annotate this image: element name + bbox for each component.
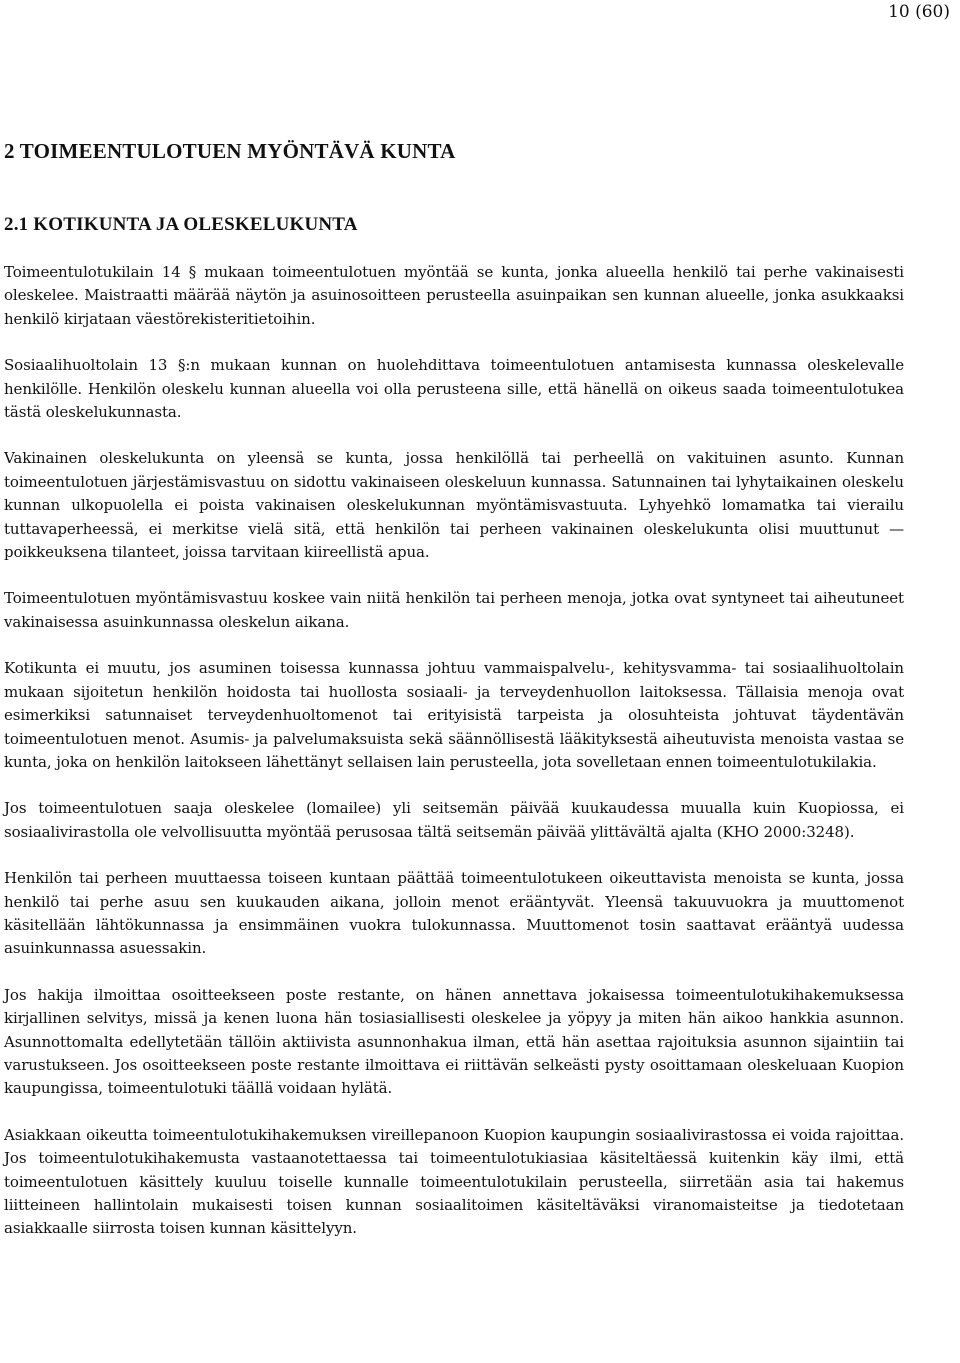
page-number: 10 (60): [888, 2, 950, 22]
document-body: [4, 136, 904, 1264]
paragraph-1: Toimeentulotukilain 14 § mukaan toimeentulotuen myöntää se kunta, jonka alueella henkilö tai perhe vakinaisesti oleskelee. Maistraatti määrää näytön ja asuinosoitteen perusteella asuinpaikan sen kunnan alueelle, jonka asukkaaksi henkilö kirjataan väestörekisteritietoihin.: [4, 263, 904, 328]
paragraph-3: Vakinainen oleskelukunta on yleensä se kunta, jossa henkilöllä tai perheellä on vakituinen asunto. Kunnan toimeentulotuen järjestämisvastuu on sidottu vakinaiseen oleskeluun kunnassa. Satunnainen tai lyhytaikainen oleskelu kunnan ulkopuolella ei poista vakinaisen oleskelukunnan myöntämisvastuuta. Lyhyehkö lomamatka tai vierailu tuttavaperheessä, ei merkitse vielä sitä, että henkilön tai perheen vakinainen oleskelukunta olisi muuttunut — poikkeuksena tilanteet, joissa tarvitaan kiireellistä apua.: [4, 449, 904, 562]
subsection-heading: 2.1 KOTIKUNTA JA OLESKELUKUNTA: [4, 214, 358, 235]
paragraph-6: Jos toimeentulotuen saaja oleskelee (lomailee) yli seitsemän päivää kuukaudessa muualla kuin Kuopiossa, ei sosiaalivirastolla ole velvollisuutta myöntää perusosaa tältä seitsemän päivää ylittävältä ajalta (KHO 2000:3248).: [4, 799, 904, 841]
paragraph-7: Henkilön tai perheen muuttaessa toiseen kuntaan päättää toimeentulotukeen oikeuttavista menoista se kunta, jossa henkilö tai perhe asuu sen kuukauden aikana, jolloin menot erääntyvät. Yleensä takuuvuokra ja muuttomenot käsitellään lähtökunnassa ja ensimmäinen vuokra tulokunnassa. Muuttomenot tosin saattavat erääntyä uudessa asuinkunnassa asuessakin.: [4, 869, 904, 958]
paragraph-4: Toimeentulotuen myöntämisvastuu koskee vain niitä henkilön tai perheen menoja, jotka ovat syntyneet tai aiheutuneet vakinaisessa asuinkunnassa oleskelun aikana.: [4, 589, 904, 631]
paragraph-5: Kotikunta ei muutu, jos asuminen toisessa kunnassa johtuu vammaispalvelu-, kehitysvamma- tai sosiaalihuoltolain mukaan sijoitetun henkilön hoidosta tai huollosta sosiaali- ja terveydenhuollon laitoksessa. Tällaisia menoja ovat esimerkiksi satunnaiset terveydenhuoltomenot tai erityisistä tarpeista ja olosuhteista johtuvat täydentävän toimeentulotuen menot. Asumis- ja palvelumaksuista sekä säännöllisestä lääkityksestä aiheutuvista menoista vastaa se kunta, joka on henkilön laitokseen lähettänyt sellaisen lain perusteella, jota sovelletaan ennen toimeentulotukilakia.: [4, 659, 904, 771]
paragraph-9: Asiakkaan oikeutta toimeentulotukihakemuksen vireillepanoon Kuopion kaupungin sosiaalivirastossa ei voida rajoittaa. Jos toimeentulotukihakemusta vastaanotettaessa tai toimeentulotukiasiaa käsiteltäessä kuitenkin käy ilmi, että toimeentulotuen käsittely kuuluu toiselle kunnalle toimeentulotukilain perusteella, siirretään asia tai hakemus liitteineen hallintolain mukaisesti toisen kunnan sosiaalitoimen käsiteltäväksi viranomaisteitse ja tiedotetaan asiakkaalle siirrosta toisen kunnan käsittelyyn.: [4, 1125, 904, 1238]
section-heading: 2 TOIMEENTULOTUEN MYÖNTÄVÄ KUNTA: [4, 139, 456, 163]
paragraph-8: Jos hakija ilmoittaa osoitteekseen poste restante, on hänen annettava jokaisessa toimeentulotukihakemuksessa kirjallinen selvitys, missä ja kenen luona hän tosiasiallisesti oleskelee ja yöpyy ja miten hän aikoo hankkia asunnon. Asunnottomalta edellytetään tällöin aktiivista asunnonhakua ilman, että hän asettaa rajoituksia asunnon sijaintiin tai varustukseen. Jos osoitteekseen poste restante ilmoittava ei riittävän selkeästi pysty osoittamaan oleskeluaan Kuopion kaupungissa, toimeentulotuki täällä voidaan hylätä.: [4, 985, 904, 1098]
paragraph-2: Sosiaalihuoltolain 13 §:n mukaan kunnan on huolehdittava toimeentulotuen antamisesta kunnassa oleskelevalle henkilölle. Henkilön oleskelu kunnan alueella voi olla perusteena sille, että hänellä on oikeus saada toimeentulotukea tästä oleskelukunnasta.: [4, 356, 904, 422]
